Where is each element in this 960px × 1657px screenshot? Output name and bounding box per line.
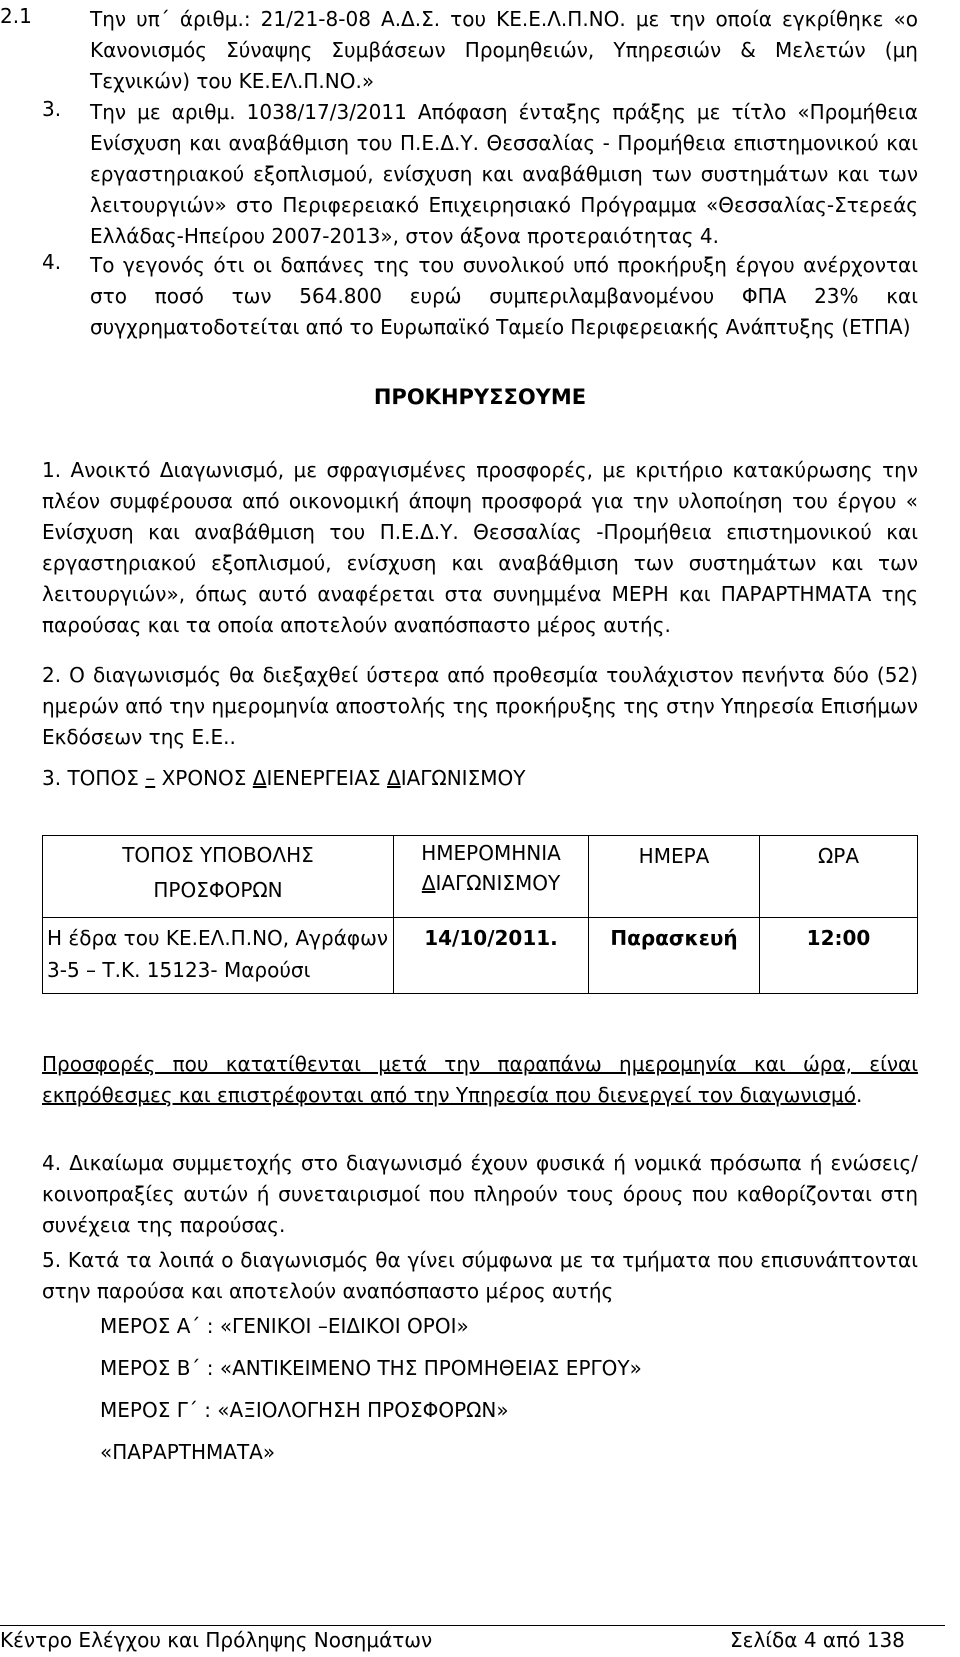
late-notice-line1: Προσφορές που κατατίθενται μετά την παραπάνω ημερομηνία και ώρα, είναι	[42, 1052, 918, 1076]
header-date-line2: ΙΑΓΩΝΙΣΜΟΥ	[435, 871, 561, 895]
part-c: ΜΕΡΟΣ Γ΄ : «ΑΞΙΟΛΟΓΗΣΗ ΠΡΟΣΦΟΡΩΝ»	[100, 1398, 509, 1422]
late-notice-line2-text: εκπρόθεσμες και επιστρέφονται από την Υπηρεσία που διενεργεί τον διαγωνισμό	[42, 1083, 856, 1107]
item-4-text: Το γεγονός ότι οι δαπάνες της του συνολικού υπό προκήρυξη έργου ανέρχονται στο ποσό των 564.800 ευρώ συμπεριλαμβανομένου ΦΠΑ 23% και συγχρηματοδοτείται από το Ευρωπαϊκό Ταμείο Περιφερειακής Ανάπτυξης (ΕΤΠΑ)	[90, 253, 918, 339]
paragraph-2: 2. Ο διαγωνισμός θα διεξαχθεί ύστερα από προθεσμία τουλάχιστον πενήντα δύο (52) ημερών από την ημερομηνία αποστολής της προκήρυξης της στην Υπηρεσία Επισήμων Εκδόσεων της Ε.Ε..	[42, 663, 918, 749]
section-3-heading	[42, 766, 525, 790]
row-place-line1: Η έδρα του ΚΕ.ΕΛ.Π.ΝΟ, Αγράφων	[47, 926, 388, 950]
row-place-cell	[43, 918, 394, 994]
section-3-mid: ΧΡΟΝΟΣ	[161, 766, 247, 790]
header-date-line1: ΗΜΕΡΟΜΗΝΙΑ	[421, 841, 561, 865]
section-3-dash: –	[145, 766, 156, 790]
schedule-table	[42, 835, 918, 994]
late-notice-line2	[42, 1083, 862, 1107]
header-time-cell	[760, 836, 918, 918]
footer-page-number: Σελίδα 4 από 138	[730, 1628, 905, 1652]
section-3-d2: Δ	[387, 766, 401, 790]
section-3-prefix: ΤΟΠΟΣ	[67, 766, 139, 790]
header-place-line2: ΠΡΟΣΦΟΡΩΝ	[153, 878, 283, 902]
row-time: 12:00	[806, 926, 871, 950]
footer-organization: Κέντρο Ελέγχου και Πρόληψης Νοσημάτων	[0, 1628, 433, 1652]
paragraph-4: 4. Δικαίωμα συμμετοχής στο διαγωνισμό έχουν φυσικά ή νομικά πρόσωπα ή ενώσεις/κοινοπραξίες αυτών ή συνεταιρισμοί που πληρούν τους όρους που καθορίζονται στη συνέχεια της παρούσας.	[42, 1151, 918, 1237]
header-date-cell	[394, 836, 589, 918]
annexes: «ΠΑΡΑΡΤΗΜΑΤΑ»	[100, 1440, 276, 1464]
item-2-1-number: 2.1	[0, 4, 32, 28]
header-day-cell	[589, 836, 760, 918]
section-3-rest1: ΙΕΝΕΡΓΕΙΑΣ	[266, 766, 381, 790]
proclamation-heading: ΠΡΟΚΗΡΥΣΣΟΥΜΕ	[373, 385, 587, 409]
table-header-row	[43, 836, 918, 918]
item-3-text: Την με αριθμ. 1038/17/3/2011 Απόφαση ένταξης πράξης με τίτλο «Προμήθεια Ενίσχυση και αναβάθμιση του Π.Ε.Δ.Υ. Θεσσαλίας - Προμήθεια επιστημονικού και εργαστηριακού εξοπλισμού, ενίσχυση και αναβάθμιση των συστημάτων και των λειτουργιών» στο Περιφερειακό Επιχειρησιακό Πρόγραμμα «Θεσσαλίας-Στερεάς Ελλάδας-Ηπείρου 2007-2013», στον άξονα προτεραιότητας 4.	[90, 100, 918, 248]
row-day: Παρασκευή	[610, 926, 738, 950]
row-place-line2: 3-5 – Τ.Κ. 15123- Μαρούσι	[47, 958, 311, 982]
item-4-number: 4.	[42, 250, 62, 274]
row-date: 14/10/2011.	[424, 926, 558, 950]
header-place-cell	[43, 836, 394, 918]
row-date-cell	[394, 918, 589, 994]
table-row	[43, 918, 918, 994]
row-time-cell	[760, 918, 918, 994]
footer-divider	[0, 1625, 945, 1626]
late-notice-line2-end: .	[855, 1083, 863, 1107]
section-3-number: 3.	[42, 766, 62, 790]
item-2-1-text: Την υπ΄ άριθμ.: 21/21-8-08 Α.Δ.Σ. του ΚΕ.Ε.Λ.Π.ΝΟ. με την οποία εγκρίθηκε «ο Κανονισμός Σύναψης Συμβάσεων Προμηθειών, Υπηρεσιών & Μελετών (μη Τεχνικών) του ΚΕ.ΕΛ.Π.ΝΟ.»	[90, 7, 918, 93]
paragraph-1: 1. Ανοικτό Διαγωνισμό, με σφραγισμένες προσφορές, με κριτήριο κατακύρωσης την πλέον συμφέρουσα από οικονομική άποψη προσφορά για την υλοποίηση του έργου « Ενίσχυση και αναβάθμιση του Π.Ε.Δ.Υ. Θεσσαλίας -Προμήθεια επιστημονικού και εργαστηριακού εξοπλισμού, ενίσχυση και αναβάθμιση των συστημάτων και των λειτουργιών», όπως αυτό αναφέρεται στα συνημμένα ΜΕΡΗ και ΠΑΡΑΡΤΗΜΑΤΑ της παρούσας και τα οποία αποτελούν αναπόσπαστο μέρος αυτής.	[42, 458, 918, 637]
header-date-d: Δ	[421, 871, 436, 895]
header-time: ΩΡΑ	[817, 844, 860, 868]
part-b: ΜΕΡΟΣ Β΄ : «ΑΝΤΙΚΕΙΜΕΝΟ ΤΗΣ ΠΡΟΜΗΘΕΙΑΣ ΕΡΓΟΥ»	[100, 1356, 642, 1380]
row-day-cell	[589, 918, 760, 994]
item-3-number: 3.	[42, 97, 62, 121]
header-place-line1: ΤΟΠΟΣ ΥΠΟΒΟΛΗΣ	[122, 843, 314, 867]
part-a: ΜΕΡΟΣ Α΄ : «ΓΕΝΙΚΟΙ –ΕΙΔΙΚΟΙ ΟΡΟΙ»	[100, 1314, 469, 1338]
header-day: ΗΜΕΡΑ	[638, 844, 710, 868]
section-3-d1: Δ	[252, 766, 267, 790]
section-3-rest2: ΙΑΓΩΝΙΣΜΟΥ	[400, 766, 526, 790]
paragraph-5: 5. Κατά τα λοιπά ο διαγωνισμός θα γίνει σύμφωνα με τα τμήματα που επισυνάπτονται στην παρούσα και αποτελούν αναπόσπαστο μέρος αυτής	[42, 1248, 918, 1303]
